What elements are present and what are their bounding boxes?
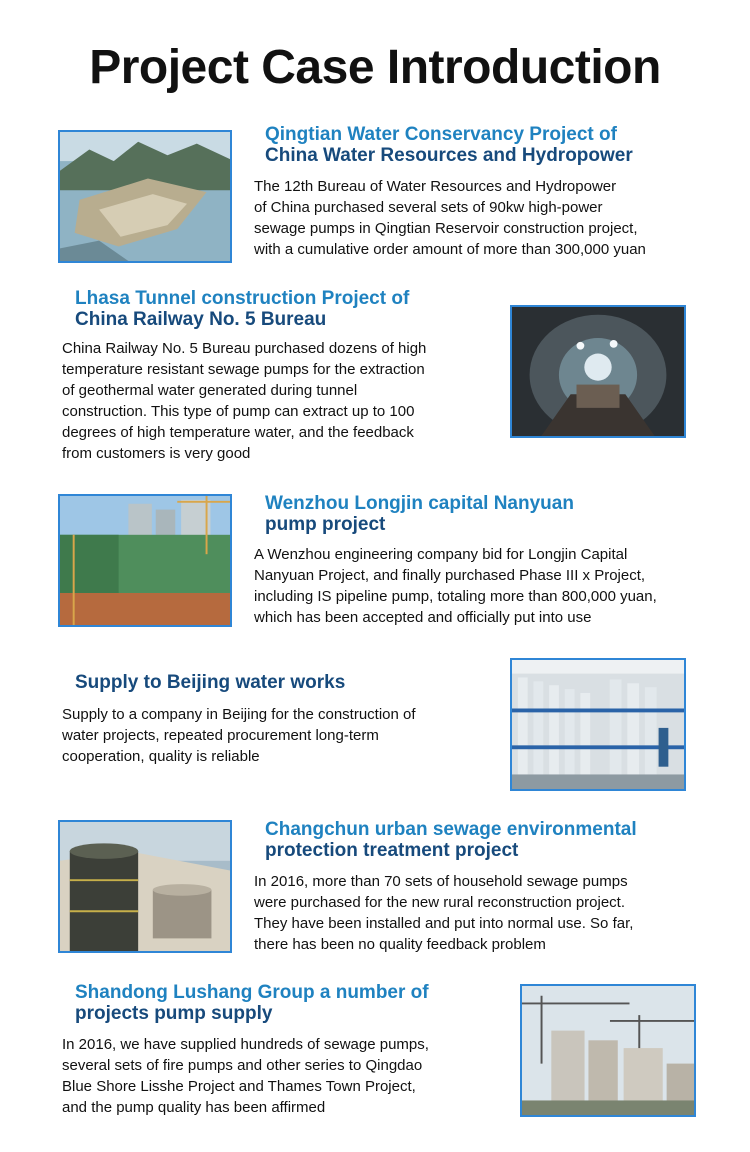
case-description (62, 1034, 429, 1118)
case-text-line: construction. This type of pump can extract up to 100 (62, 403, 415, 420)
case-text-line: cooperation, quality is reliable (62, 748, 260, 765)
case-text-line: of China purchased several sets of 90kw high-power (254, 199, 603, 216)
case-title-line: projects pump supply (75, 1003, 273, 1024)
case-description (254, 176, 646, 260)
case-text-line: were purchased for the new rural reconstruction project. (254, 894, 626, 911)
case-description (254, 871, 633, 955)
case-text-line: A Wenzhou engineering company bid for Longjin Capital (254, 546, 628, 563)
case-title (265, 493, 574, 535)
case-text-line: with a cumulative order amount of more than 300,000 yuan (254, 241, 646, 258)
case-description (254, 544, 657, 628)
case-title-line: Changchun urban sewage environmental (265, 819, 637, 840)
case-text-line: several sets of fire pumps and other series to Qingdao (62, 1057, 423, 1074)
case-text-line: there has been no quality feedback problem (254, 936, 546, 953)
case-title (75, 982, 429, 1024)
case-description (62, 704, 416, 767)
case-text-line: Nanyuan Project, and finally purchased Phase III x Project, (254, 567, 646, 584)
case-title (265, 124, 633, 166)
case-text-line: and the pump quality has been affirmed (62, 1099, 326, 1116)
case-title-line: China Railway No. 5 Bureau (75, 309, 327, 330)
case-title-line: Wenzhou Longjin capital Nanyuan (265, 493, 574, 514)
case-text-line: temperature resistant sewage pumps for the extraction (62, 361, 425, 378)
case-text-line: The 12th Bureau of Water Resources and Hydropower (254, 178, 617, 195)
case-text-line: In 2016, more than 70 sets of household sewage pumps (254, 873, 628, 890)
case-text-line: which has been accepted and officially put into use (254, 609, 592, 626)
case-title-line: pump project (265, 514, 386, 535)
case-text-line: sewage pumps in Qingtian Reservoir construction project, (254, 220, 638, 237)
case-title (75, 288, 409, 330)
case-text-line: degrees of high temperature water, and the feedback (62, 424, 414, 441)
case-text-line: In 2016, we have supplied hundreds of sewage pumps, (62, 1036, 429, 1053)
case-title-line: protection treatment project (265, 840, 519, 861)
case-text-line: Blue Shore Lisshe Project and Thames Town Project, (62, 1078, 416, 1095)
case-title-line: Shandong Lushang Group a number of (75, 982, 429, 1003)
case-text-line: from customers is very good (62, 445, 251, 462)
case-text-line: They have been installed and put into normal use. So far, (254, 915, 634, 932)
case-text-line: China Railway No. 5 Bureau purchased dozens of high (62, 340, 427, 357)
construction-site-photo (58, 494, 232, 627)
sewage-tank-photo (58, 820, 232, 953)
case-title (265, 819, 637, 861)
case-text-line: water projects, repeated procurement long-term (62, 727, 379, 744)
page-title: Project Case Introduction (89, 41, 661, 94)
aerial-reservoir-photo (58, 130, 232, 263)
water-works-photo (510, 658, 686, 791)
case-text-line: Supply to a company in Beijing for the construction of (62, 706, 416, 723)
case-text-line: including IS pipeline pump, totaling more than 800,000 yuan, (254, 588, 657, 605)
tunnel-photo (510, 305, 686, 438)
case-text-line: of geothermal water generated during tunnel (62, 382, 358, 399)
case-description (62, 338, 426, 464)
building-construction-photo (520, 984, 696, 1117)
case-title-line: Supply to Beijing water works (75, 672, 346, 693)
case-title (75, 672, 345, 693)
case-title-line: China Water Resources and Hydropower (265, 145, 633, 166)
case-title-line: Lhasa Tunnel construction Project of (75, 288, 410, 309)
case-title-line: Qingtian Water Conservancy Project of (265, 124, 617, 145)
